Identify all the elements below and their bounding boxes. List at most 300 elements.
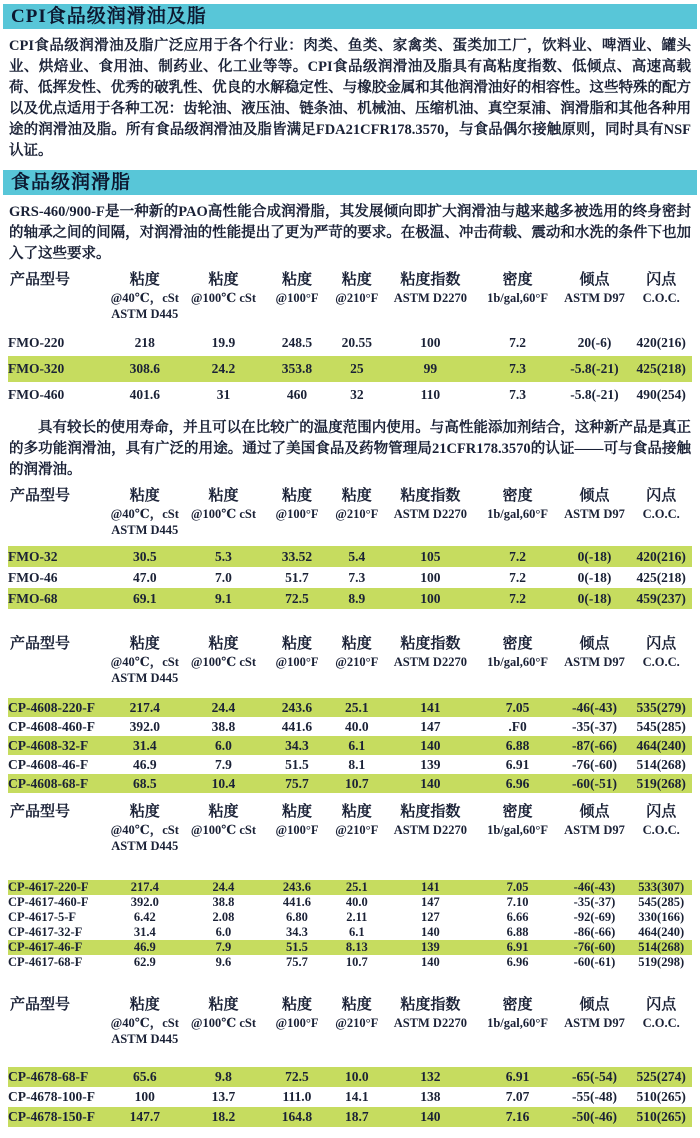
column-header <box>477 996 559 1047</box>
column-header-line: 粘度 <box>208 488 239 504</box>
column-header-line: @40℃，cSt <box>110 655 179 669</box>
value-cell: 353.8 <box>264 356 329 382</box>
column-header <box>329 803 384 854</box>
column-header-line: 闪点 <box>646 272 677 288</box>
column-header-line: 粘度指数 <box>400 272 461 288</box>
value-cell: 217.4 <box>107 698 182 717</box>
column-header-line: 粘度 <box>208 804 239 820</box>
value-cell: -50(-46) <box>559 1107 631 1127</box>
value-cell: 72.5 <box>264 588 329 609</box>
product-cell: FMO-460 <box>8 387 65 402</box>
column-header <box>107 803 182 854</box>
value-cell: 545(285) <box>638 895 685 909</box>
value-cell: 24.4 <box>182 698 264 717</box>
value-cell: 6.88 <box>506 925 529 939</box>
value-cell: 330(166) <box>638 910 685 924</box>
column-header-line: 粘度 <box>208 272 239 288</box>
value-cell: -92(-69) <box>573 910 616 924</box>
value-cell: 510(265) <box>630 1107 692 1127</box>
column-header <box>264 996 329 1047</box>
column-header <box>8 271 107 322</box>
column-header <box>107 271 182 322</box>
value-cell: 46.9 <box>132 756 157 772</box>
value-cell: 5.3 <box>182 546 264 567</box>
value-cell: 100 <box>134 1089 155 1104</box>
value-cell: 0(-18) <box>577 569 612 585</box>
column-header <box>182 996 264 1047</box>
value-cell: 10.4 <box>182 774 264 793</box>
column-header-line: 粘度 <box>341 272 372 288</box>
column-header-line: C.O.C. <box>642 823 680 837</box>
value-cell: 514(268) <box>630 940 692 955</box>
value-cell: -60(-51) <box>559 774 631 793</box>
column-header <box>182 271 264 322</box>
value-cell: 6.88 <box>477 736 559 755</box>
value-cell: 464(240) <box>638 925 685 939</box>
column-header-line: ASTM D445 <box>111 1032 179 1046</box>
value-cell: 0(-18) <box>559 588 631 609</box>
value-cell: 243.6 <box>264 698 329 717</box>
value-cell: 62.9 <box>133 955 156 969</box>
value-cell: 24.4 <box>182 880 264 895</box>
table-header-row <box>8 487 692 538</box>
value-cell: 140 <box>384 736 476 755</box>
column-header-line: C.O.C. <box>642 291 680 305</box>
column-header-line: 1b/gal,60°F <box>487 823 548 837</box>
column-header-line: 密度 <box>502 997 533 1013</box>
column-header <box>630 635 692 686</box>
header-spacer <box>8 854 692 880</box>
column-header-line: ASTM D445 <box>111 839 179 853</box>
value-cell: 127 <box>420 910 440 924</box>
column-header <box>559 271 631 322</box>
value-cell: 7.3 <box>477 356 559 382</box>
table-row <box>8 755 692 774</box>
column-header <box>384 635 476 686</box>
value-cell: 6.96 <box>506 955 529 969</box>
column-header-line: ASTM D97 <box>564 507 625 521</box>
value-cell: 6.0 <box>215 925 232 939</box>
value-cell: 7.2 <box>509 335 526 350</box>
value-cell: 514(268) <box>636 756 686 772</box>
table-header-row <box>8 996 692 1047</box>
table-row <box>8 774 692 793</box>
value-cell: 100 <box>420 569 441 585</box>
column-header <box>630 271 692 322</box>
value-cell: 10.7 <box>345 955 368 969</box>
column-header-line: 粘度指数 <box>400 997 461 1013</box>
value-cell: 72.5 <box>264 1067 329 1087</box>
column-header <box>630 487 692 538</box>
column-header <box>384 487 476 538</box>
column-header-line: 倾点 <box>579 272 610 288</box>
spec-table <box>8 271 692 408</box>
column-header <box>384 803 476 854</box>
column-header-line: @100°F <box>275 823 319 837</box>
column-header-line: 粘度 <box>341 636 372 652</box>
value-cell: 535(279) <box>630 698 692 717</box>
value-cell: 34.3 <box>286 925 308 939</box>
column-header <box>182 803 264 854</box>
value-cell: 2.08 <box>212 910 235 924</box>
value-cell: 6.1 <box>329 736 384 755</box>
product-cell: CP-4617-68-F <box>8 955 83 969</box>
column-header-line: 粘度 <box>281 272 312 288</box>
table-row <box>8 910 692 925</box>
value-cell: 75.7 <box>286 955 308 969</box>
value-cell: 140 <box>420 925 440 939</box>
column-header-line: @100℃ cSt <box>190 507 257 521</box>
value-cell: 7.2 <box>477 546 559 567</box>
column-header-line: 闪点 <box>646 997 677 1013</box>
column-header <box>477 271 559 322</box>
value-cell: 7.07 <box>505 1089 530 1104</box>
column-header <box>329 635 384 686</box>
spec-table <box>8 996 692 1127</box>
header-spacer <box>8 686 692 698</box>
value-cell: 6.66 <box>506 910 529 924</box>
value-cell: -86(-66) <box>573 925 616 939</box>
value-cell: 33.52 <box>264 546 329 567</box>
column-header-line: @210°F <box>335 823 379 837</box>
spec-table-cp4678 <box>8 996 692 1127</box>
value-cell: 6.91 <box>477 1067 559 1087</box>
grease-title-banner: 食品级润滑脂 <box>3 170 697 195</box>
value-cell: -46(-43) <box>559 698 631 717</box>
value-cell: 7.0 <box>215 569 232 585</box>
column-header-line: ASTM D445 <box>111 307 179 321</box>
spec-table-fmo-heavy <box>8 271 692 408</box>
main-title-banner: CPI食品级润滑油及脂 <box>3 4 697 29</box>
value-cell: 10.7 <box>329 774 384 793</box>
table-row <box>8 940 692 955</box>
table-header-row <box>8 635 692 686</box>
column-header-line: @100°F <box>275 655 319 669</box>
value-cell: -35(-37) <box>571 718 617 734</box>
value-cell: 519(268) <box>630 774 692 793</box>
value-cell: 420(216) <box>636 335 686 350</box>
column-header-line: 粘度 <box>341 804 372 820</box>
product-cell: CP-4617-32-F <box>8 925 83 939</box>
value-cell: 6.0 <box>182 736 264 755</box>
value-cell: 18.2 <box>182 1107 264 1127</box>
table-row <box>8 567 692 588</box>
value-cell: .F0 <box>508 718 527 734</box>
value-cell: 6.96 <box>477 774 559 793</box>
spec-table-cp4608 <box>8 635 692 793</box>
table-row <box>8 895 692 910</box>
column-header-line: 粘度 <box>208 997 239 1013</box>
column-header-line: 1b/gal,60°F <box>487 1016 548 1030</box>
value-cell: 519(298) <box>638 955 685 969</box>
header-spacer <box>8 1047 692 1067</box>
value-cell: 38.8 <box>211 718 236 734</box>
spec-table <box>8 635 692 793</box>
value-cell: 19.9 <box>211 335 236 350</box>
column-header-line: 闪点 <box>646 804 677 820</box>
column-header-line: @210°F <box>335 507 379 521</box>
product-cell: CP-4617-46-F <box>8 940 107 955</box>
value-cell: 14.1 <box>345 1089 369 1104</box>
value-cell: 6.1 <box>349 925 365 939</box>
value-cell: 8.1 <box>348 756 366 772</box>
value-cell: 20.55 <box>341 335 372 350</box>
column-header <box>384 996 476 1047</box>
value-cell: 425(218) <box>636 569 686 585</box>
column-header <box>630 803 692 854</box>
value-cell: 51.5 <box>285 756 309 772</box>
table-row <box>8 717 692 736</box>
value-cell: 6.80 <box>286 910 308 924</box>
table-row <box>8 382 692 408</box>
column-header-line: @40℃，cSt <box>110 291 179 305</box>
column-header <box>107 635 182 686</box>
column-header-line: 密度 <box>502 804 533 820</box>
product-cell: CP-4608-68-F <box>8 774 107 793</box>
value-cell: 147 <box>420 895 440 909</box>
product-cell: CP-4678-150-F <box>8 1107 107 1127</box>
value-cell: 141 <box>384 880 476 895</box>
datasheet-page <box>0 4 700 1127</box>
column-header-line: 粘度 <box>129 272 160 288</box>
value-cell: 460 <box>286 387 308 402</box>
column-header-line: 产品型号 <box>10 804 71 820</box>
value-cell: 7.3 <box>348 569 366 585</box>
product-cell: FMO-68 <box>8 588 107 609</box>
table-row <box>8 1087 692 1107</box>
column-header-line: 倾点 <box>579 636 610 652</box>
value-cell: 31 <box>216 387 231 402</box>
value-cell: 51.7 <box>285 569 309 585</box>
value-cell: -55(-48) <box>571 1089 617 1104</box>
value-cell: 25.1 <box>329 698 384 717</box>
column-header <box>559 996 631 1047</box>
column-header-line: 粘度 <box>281 997 312 1013</box>
column-header <box>107 996 182 1047</box>
value-cell: -76(-60) <box>559 940 631 955</box>
product-cell: FMO-220 <box>8 335 65 350</box>
value-cell: 9.6 <box>215 955 232 969</box>
value-cell: 459(237) <box>630 588 692 609</box>
product-cell: CP-4617-460-F <box>8 895 89 909</box>
product-cell: FMO-32 <box>8 546 107 567</box>
value-cell: 490(254) <box>636 387 686 402</box>
column-header-line: @100°F <box>275 291 319 305</box>
table-row <box>8 698 692 717</box>
column-header-line: 粘度 <box>129 997 160 1013</box>
value-cell: 218 <box>134 335 155 350</box>
value-cell: 533(307) <box>630 880 692 895</box>
value-cell: 8.13 <box>329 940 384 955</box>
value-cell: 5.4 <box>329 546 384 567</box>
value-cell: 464(240) <box>630 736 692 755</box>
column-header-line: @100℃ cSt <box>190 1016 257 1030</box>
column-header-line: 1b/gal,60°F <box>487 291 548 305</box>
column-header-line: 粘度 <box>129 636 160 652</box>
column-header-line: ASTM D97 <box>564 823 625 837</box>
column-header-line: ASTM D97 <box>564 1016 625 1030</box>
value-cell: 31.4 <box>133 925 156 939</box>
column-header-line: ASTM D2270 <box>393 1016 467 1030</box>
column-header <box>8 635 107 686</box>
product-cell: CP-4608-32-F <box>8 736 107 755</box>
value-cell: 105 <box>384 546 476 567</box>
table-header-row <box>8 803 692 854</box>
column-header <box>329 996 384 1047</box>
column-header-line: ASTM D2270 <box>393 507 467 521</box>
value-cell: 7.10 <box>506 895 529 909</box>
value-cell: 111.0 <box>282 1089 312 1104</box>
table-row <box>8 546 692 567</box>
value-cell: 110 <box>420 387 441 402</box>
column-header <box>477 487 559 538</box>
column-header-line: ASTM D2270 <box>393 291 467 305</box>
value-cell: 65.6 <box>107 1067 182 1087</box>
column-header <box>8 996 107 1047</box>
table-row <box>8 356 692 382</box>
column-header <box>329 271 384 322</box>
product-cell: CP-4608-460-F <box>8 718 95 734</box>
value-cell: 8.9 <box>329 588 384 609</box>
column-header-line: @100℃ cSt <box>190 291 257 305</box>
column-header-line: 产品型号 <box>10 636 71 652</box>
column-header-line: @210°F <box>335 1016 379 1030</box>
value-cell: 392.0 <box>129 718 160 734</box>
column-header-line: @210°F <box>335 655 379 669</box>
mid-paragraph: 具有较长的使用寿命，并且可以在比较广的温度范围内使用。与高性能添加剂结合，这种新产品是真正的多功能润滑油，具有广泛的用途。通过了美国食品及药物管理局21CFR178.3570的认证——可与食品接触的润滑油。 <box>9 420 691 478</box>
header-spacer <box>8 538 692 546</box>
value-cell: 2.11 <box>346 910 368 924</box>
column-header-line: 粘度 <box>341 997 372 1013</box>
table-row <box>8 330 692 356</box>
grease-paragraph: GRS-460/900-F是一种新的PAO高性能合成润滑脂，其发展倾向即扩大润滑油与越来越多被选用的终身密封的轴承之间的间隔，对润滑油的性能提出了更为严苛的要求。在极温、冲击荷载、震动和水洗的条件下也加入了这些要求。 <box>9 204 691 262</box>
column-header <box>329 487 384 538</box>
product-cell: CP-4678-100-F <box>8 1089 95 1104</box>
spec-table-fmo-light <box>8 487 692 609</box>
column-header-line: @210°F <box>335 291 379 305</box>
value-cell: 147 <box>420 718 441 734</box>
value-cell: 392.0 <box>130 895 159 909</box>
value-cell: 25 <box>329 356 384 382</box>
column-header <box>264 635 329 686</box>
value-cell: 7.16 <box>477 1107 559 1127</box>
column-header-line: ASTM D97 <box>564 291 625 305</box>
value-cell: -65(-54) <box>559 1067 631 1087</box>
value-cell: 140 <box>384 774 476 793</box>
value-cell: 31.4 <box>107 736 182 755</box>
product-cell: CP-4608-220-F <box>8 698 107 717</box>
value-cell: 425(218) <box>630 356 692 382</box>
product-cell: FMO-46 <box>8 569 58 585</box>
product-cell: FMO-320 <box>8 356 107 382</box>
value-cell: -46(-43) <box>559 880 631 895</box>
column-header-line: 粘度指数 <box>400 804 461 820</box>
column-header <box>630 996 692 1047</box>
spec-table <box>8 487 692 609</box>
column-header-line: 粘度 <box>208 636 239 652</box>
value-cell: 32 <box>350 387 364 402</box>
value-cell: 7.05 <box>477 880 559 895</box>
value-cell: 6.91 <box>477 940 559 955</box>
column-header-line: 倾点 <box>579 997 610 1013</box>
value-cell: 47.0 <box>132 569 157 585</box>
column-header-line: 倾点 <box>579 804 610 820</box>
value-cell: 6.42 <box>133 910 156 924</box>
column-header <box>559 487 631 538</box>
column-header-line: 密度 <box>502 636 533 652</box>
column-header-line: 粘度 <box>281 636 312 652</box>
value-cell: 139 <box>384 940 476 955</box>
table-header-row <box>8 271 692 322</box>
column-header-line: ASTM D2270 <box>393 655 467 669</box>
value-cell: 40.0 <box>345 895 368 909</box>
value-cell: 40.0 <box>345 718 369 734</box>
value-cell: 7.9 <box>182 940 264 955</box>
value-cell: 141 <box>384 698 476 717</box>
value-cell: 75.7 <box>264 774 329 793</box>
column-header-line: 产品型号 <box>10 488 71 504</box>
value-cell: 10.0 <box>329 1067 384 1087</box>
column-header-line: @100℃ cSt <box>190 655 257 669</box>
column-header-line: 1b/gal,60°F <box>487 507 548 521</box>
table-row <box>8 588 692 609</box>
table-row <box>8 1067 692 1087</box>
table-row <box>8 955 692 970</box>
value-cell: 545(285) <box>636 718 686 734</box>
column-header-line: C.O.C. <box>642 507 680 521</box>
value-cell: 46.9 <box>107 940 182 955</box>
intro-paragraph: CPI食品级润滑油及脂广泛应用于各个行业：肉类、鱼类、家禽类、蛋类加工厂，饮料业、啤酒业、罐头业、烘焙业、食用油、制药业、化工业等等。CPI食品级润滑油及脂具有高粘度指数、低倾点、高速高载荷、低挥发性、优秀的破乳性、优良的水解稳定性、与橡胶金属和其他润滑油好的相容性。这些特殊的配方以及优点适用于各种工况：齿轮油、液压油、链条油、机械油、压缩机油、真空泵浦、润滑脂和其他各种用途的润滑油及脂。所有食品级润滑油及脂皆满足FDA21CFR178.3570，与食品偶尔接触原则，同时具有NSF认证。 <box>9 38 691 159</box>
column-header-line: 产品型号 <box>10 272 71 288</box>
value-cell: 147.7 <box>107 1107 182 1127</box>
column-header <box>182 487 264 538</box>
column-header-line: ASTM D445 <box>111 671 179 685</box>
value-cell: 138 <box>420 1089 441 1104</box>
value-cell: 6.91 <box>505 756 530 772</box>
value-cell: 34.3 <box>264 736 329 755</box>
column-header-line: 粘度指数 <box>400 488 461 504</box>
column-header-line: @40℃，cSt <box>110 1016 179 1030</box>
product-cell: CP-4617-220-F <box>8 880 107 895</box>
value-cell: 7.9 <box>215 756 232 772</box>
value-cell: -5.8(-21) <box>559 356 631 382</box>
value-cell: 24.2 <box>182 356 264 382</box>
value-cell: 30.5 <box>107 546 182 567</box>
product-cell: CP-4617-5-F <box>8 910 77 924</box>
column-header <box>559 635 631 686</box>
column-header-line: 产品型号 <box>10 997 71 1013</box>
value-cell: 100 <box>384 588 476 609</box>
column-header-line: 密度 <box>502 272 533 288</box>
value-cell: -35(-37) <box>573 895 616 909</box>
value-cell: 51.5 <box>264 940 329 955</box>
column-header <box>477 803 559 854</box>
value-cell: 164.8 <box>264 1107 329 1127</box>
value-cell: 7.05 <box>477 698 559 717</box>
table-row <box>8 925 692 940</box>
value-cell: 525(274) <box>630 1067 692 1087</box>
column-header-line: ASTM D445 <box>111 523 179 537</box>
value-cell: 441.6 <box>281 718 313 734</box>
column-header-line: 粘度指数 <box>400 636 461 652</box>
value-cell: 99 <box>384 356 476 382</box>
value-cell: 7.2 <box>509 569 526 585</box>
value-cell: 18.7 <box>329 1107 384 1127</box>
value-cell: 132 <box>384 1067 476 1087</box>
table-row <box>8 1107 692 1127</box>
column-header <box>264 803 329 854</box>
value-cell: 401.6 <box>129 387 160 402</box>
